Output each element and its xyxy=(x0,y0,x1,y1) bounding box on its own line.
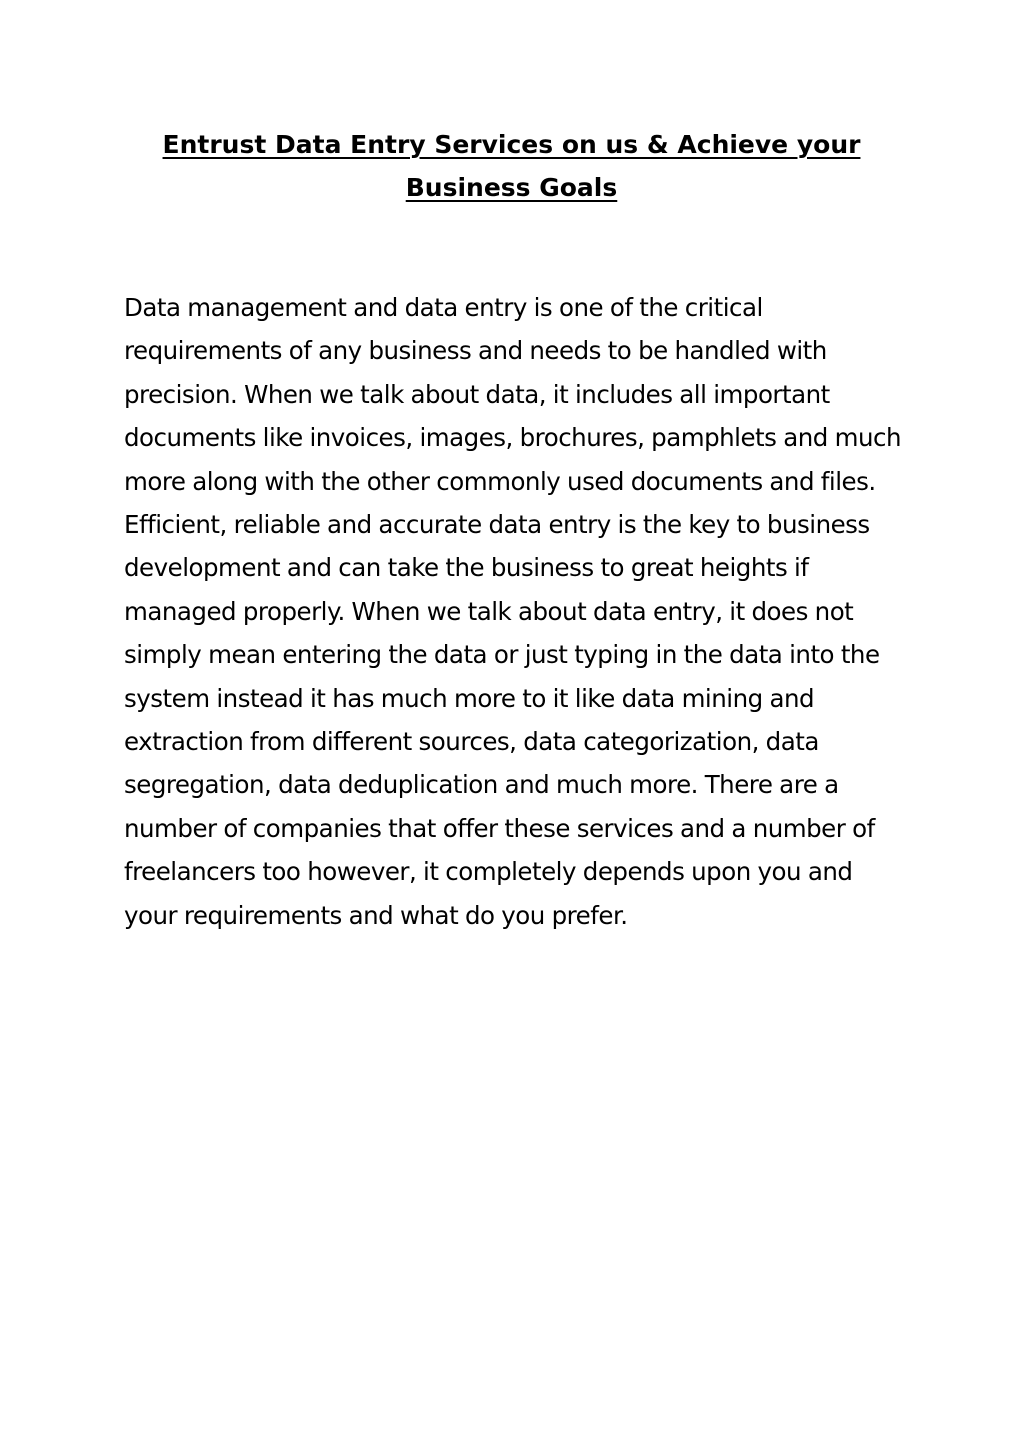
document-title: Entrust Data Entry Services on us & Achieve your Business Goals xyxy=(162,130,861,202)
body-paragraph: Data management and data entry is one of the critical requirements of any business and needs to be handled with precision. When we talk about data, it includes all important documents like invoices, images, brochures, pamphlets and much more along with the other commonly used documents and files. Efficient, reliable and accurate data entry is the key to business development and can take the business to great heights if managed properly. When we talk about data entry, it does not simply mean entering the data or just typing in the data into the system instead it has much more to it like data mining and extraction from different sources, data categorization, data segregation, data deduplication and much more. There are a number of companies that offer these services and a number of freelancers too however, it completely depends upon you and your requirements and what do you prefer. xyxy=(124,293,901,930)
